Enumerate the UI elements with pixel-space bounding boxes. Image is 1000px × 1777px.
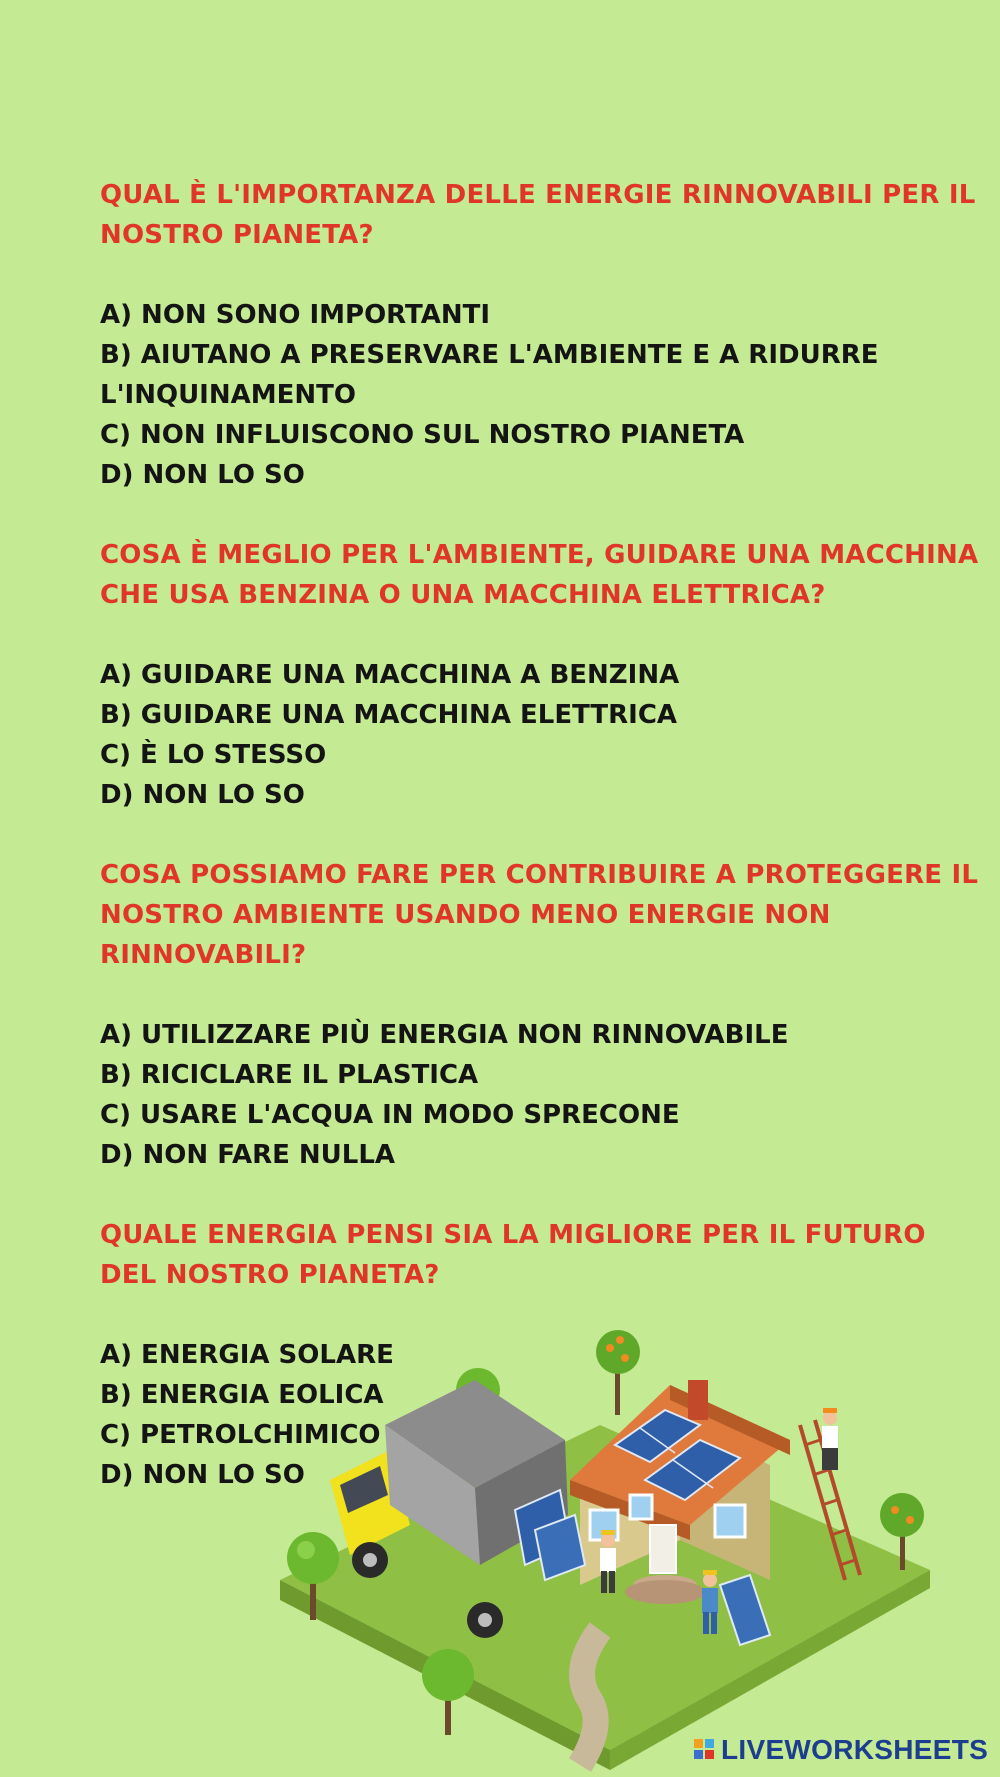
question-1-text: QUAL È L'IMPORTANZA DELLE ENERGIE RINNOVABILI PER IL NOSTRO PIANETA? (100, 180, 976, 250)
tree-icon (422, 1649, 474, 1735)
question-1-options (100, 295, 990, 495)
question-1-option-b[interactable]: B) AIUTANO A PRESERVARE L'AMBIENTE E A RIDURRE L'INQUINAMENTO (100, 340, 879, 410)
question-block-1 (100, 175, 990, 495)
question-1-option-a[interactable]: A) NON SONO IMPORTANTI (100, 300, 491, 330)
question-3-option-a[interactable]: A) UTILIZZARE PIÙ ENERGIA NON RINNOVABILE (100, 1020, 789, 1050)
question-4-option-c[interactable]: C) PETROLCHIMICO (100, 1420, 381, 1450)
question-3-option-d[interactable]: D) NON FARE NULLA (100, 1140, 396, 1170)
question-1-option-c[interactable]: C) NON INFLUISCONO SUL NOSTRO PIANETA (100, 420, 745, 450)
question-2-text: COSA È MEGLIO PER L'AMBIENTE, GUIDARE UNA MACCHINA CHE USA BENZINA O UNA MACCHINA ELETTRICA? (100, 540, 979, 610)
question-2-option-d[interactable]: D) NON LO SO (100, 780, 305, 810)
question-2-option-c[interactable]: C) È LO STESSO (100, 740, 327, 770)
solar-house-illustration (270, 1330, 940, 1775)
question-4-option-a[interactable]: A) ENERGIA SOLARE (100, 1340, 394, 1370)
question-1-option-d[interactable]: D) NON LO SO (100, 460, 305, 490)
question-4-text: QUALE ENERGIA PENSI SIA LA MIGLIORE PER IL FUTURO DEL NOSTRO PIANETA? (100, 1220, 926, 1290)
question-2-options (100, 655, 990, 815)
tree-icon (596, 1330, 640, 1415)
question-3-option-b[interactable]: B) RICICLARE IL PLASTICA (100, 1060, 479, 1090)
question-block-2 (100, 535, 990, 815)
question-2-option-b[interactable]: B) GUIDARE UNA MACCHINA ELETTRICA (100, 700, 678, 730)
question-3-option-c[interactable]: C) USARE L'ACQUA IN MODO SPRECONE (100, 1100, 680, 1130)
question-2-option-a[interactable]: A) GUIDARE UNA MACCHINA A BENZINA (100, 660, 680, 690)
liveworksheets-brand[interactable] (693, 1735, 988, 1765)
liveworksheets-logo-icon (693, 1738, 717, 1762)
question-block-3 (100, 855, 990, 1175)
question-3-options (100, 1015, 990, 1175)
question-4-option-d[interactable]: D) NON LO SO (100, 1460, 305, 1490)
worker-icon (822, 1408, 838, 1470)
question-3-text: COSA POSSIAMO FARE PER CONTRIBUIRE A PROTEGGERE IL NOSTRO AMBIENTE USANDO MENO ENERGIE NON RINNOVABILI? (100, 860, 979, 970)
question-4-option-b[interactable]: B) ENERGIA EOLICA (100, 1380, 384, 1410)
brand-name: LIVEWORKSHEETS (721, 1734, 989, 1765)
